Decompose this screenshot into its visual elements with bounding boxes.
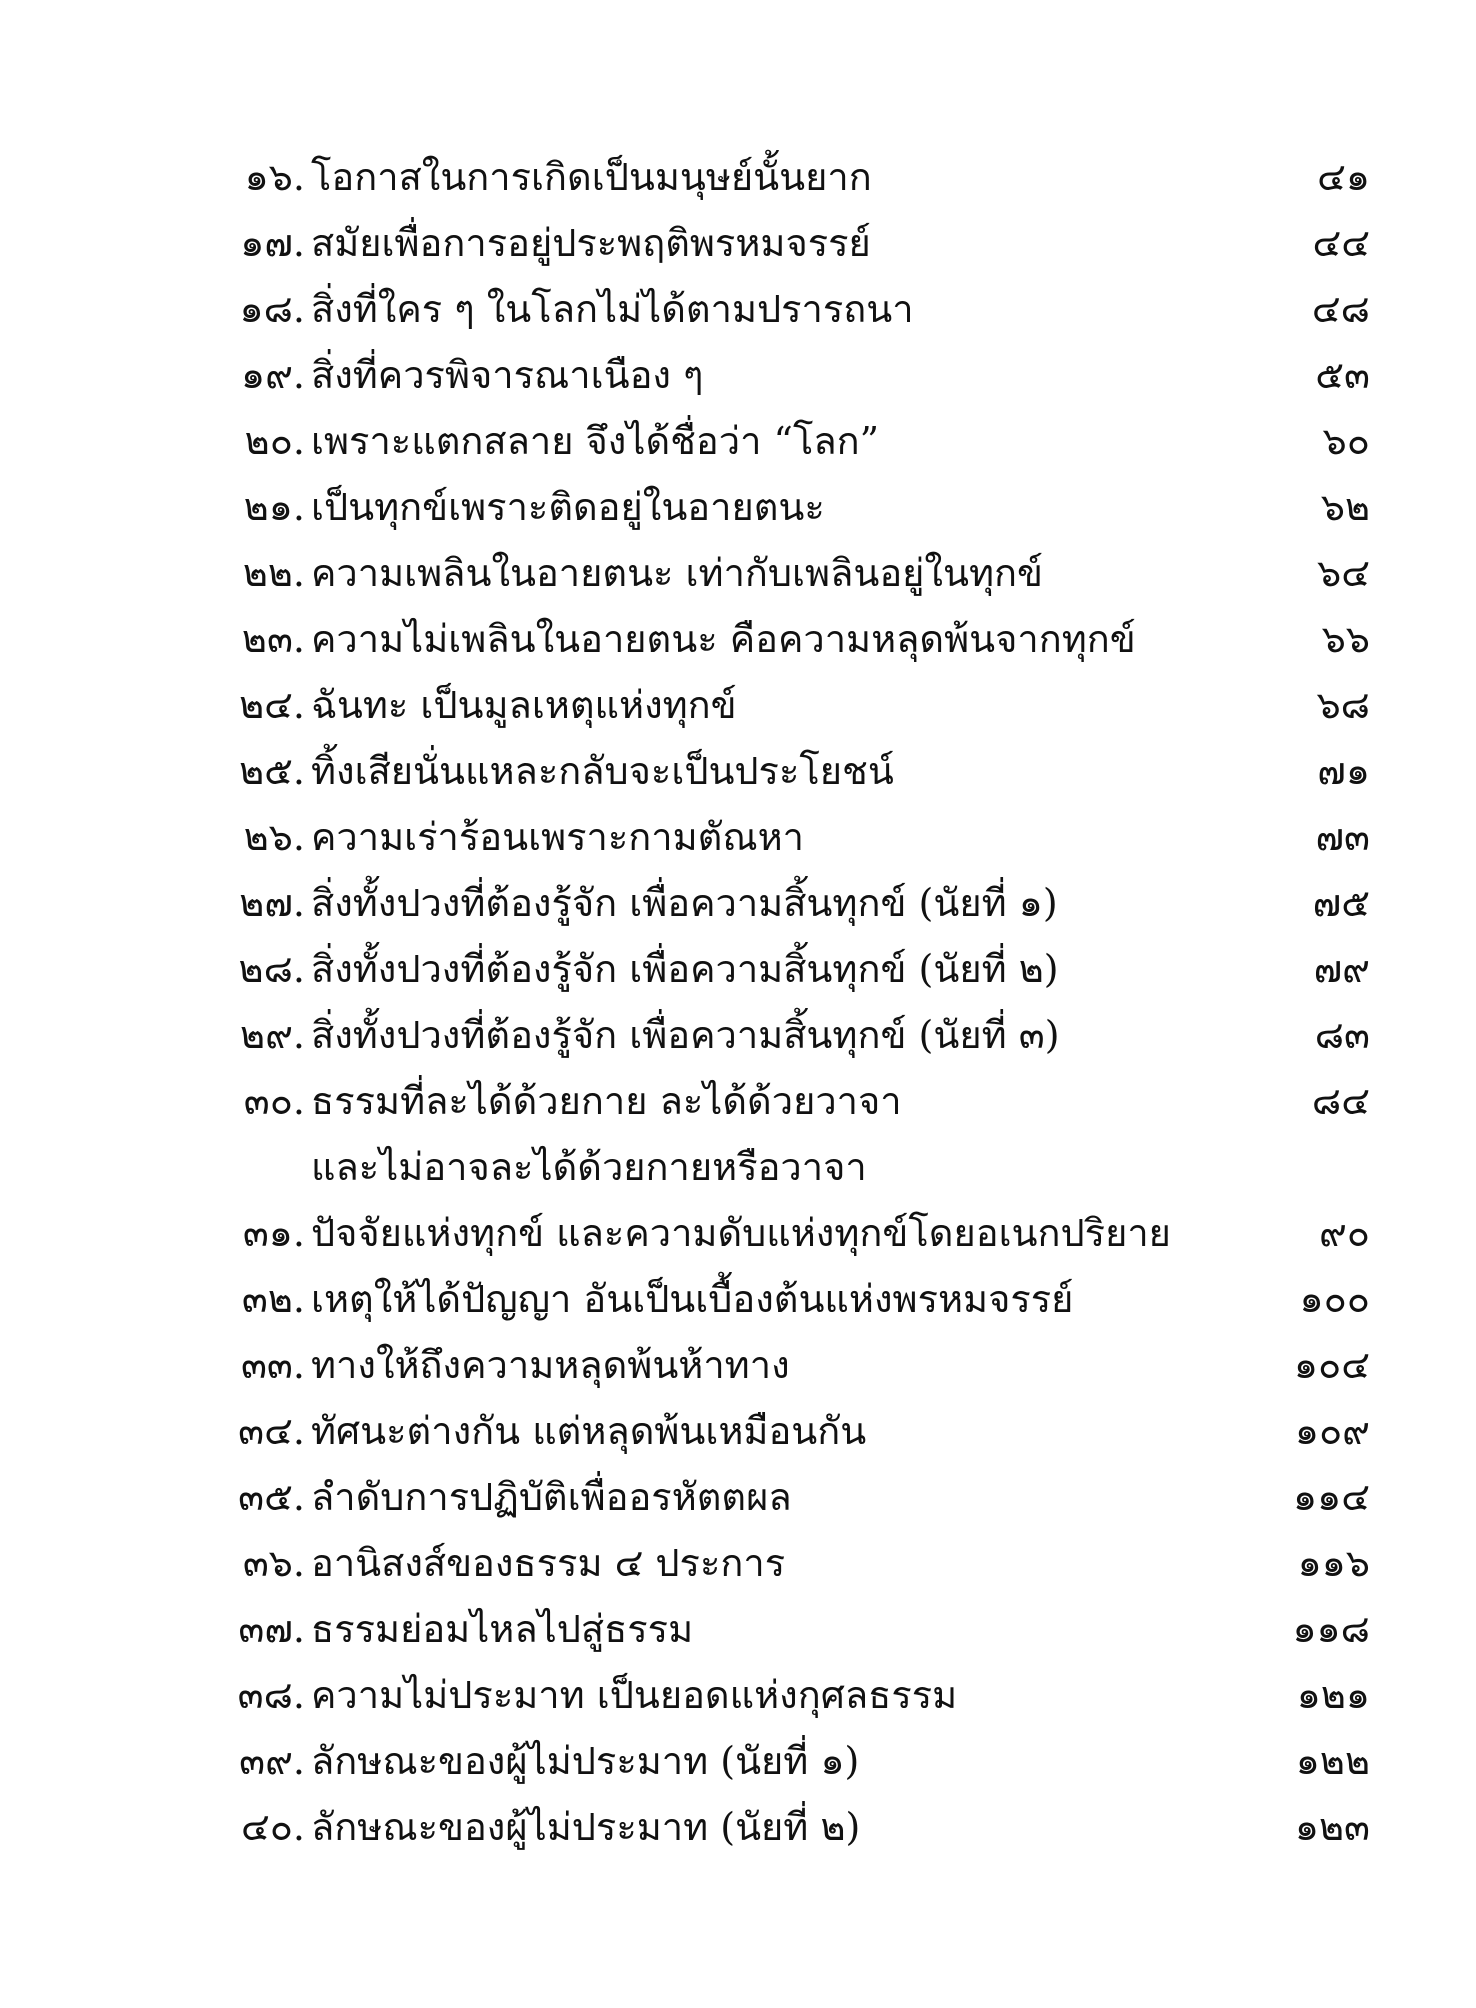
entry-page-number: ๗๓ (1315, 815, 1370, 859)
toc-entry (205, 936, 1370, 1002)
entry-page-number: ๘๓ (1314, 1013, 1370, 1057)
entry-number: ๑๗. (240, 221, 305, 265)
entry-number: ๑๙. (240, 353, 305, 397)
entry-number: ๓๕. (238, 1475, 305, 1519)
entry-title: โอกาสในการเกิดเป็นมนุษย์นั้นยาก (311, 155, 872, 199)
entry-number: ๓๑. (242, 1211, 305, 1255)
entry-number: ๑๘. (239, 287, 305, 331)
entry-page-number: ๗๑ (1317, 749, 1370, 793)
entry-number: ๓๔. (238, 1409, 305, 1453)
entry-number: ๓๘. (237, 1673, 305, 1717)
entry-page-number: ๑๐๙ (1294, 1409, 1370, 1453)
entry-number: ๔๐. (240, 1805, 305, 1849)
entry-title: สิ่งทั้งปวงที่ต้องรู้จัก เพื่อความสิ้นทุกข์ (นัยที่ ๑) (311, 881, 1058, 925)
entry-page-number: ๑๐๐ (1299, 1277, 1370, 1321)
entry-title: ทัศนะต่างกัน แต่หลุดพ้นเหมือนกัน (311, 1409, 867, 1453)
toc-entry (205, 1266, 1370, 1332)
toc-entry (205, 144, 1370, 210)
entry-number: ๓๗. (238, 1607, 305, 1651)
entry-page-number: ๔๘ (1311, 287, 1370, 331)
entry-page-number: ๙๐ (1318, 1211, 1370, 1255)
entry-title: เป็นทุกข์เพราะติดอยู่ในอายตนะ (311, 485, 825, 529)
entry-page-number: ๖๒ (1320, 485, 1370, 529)
toc-entry (205, 1398, 1370, 1464)
entry-page-number: ๖๘ (1316, 683, 1370, 727)
entry-title: สิ่งที่ควรพิจารณาเนือง ๆ (311, 353, 704, 397)
toc-entry (205, 738, 1370, 804)
entry-number: ๒๘. (238, 947, 305, 991)
toc-entry (205, 870, 1370, 936)
entry-title: ความไม่เพลินในอายตนะ คือความหลุดพ้นจากทุกข์ (311, 617, 1136, 661)
table-of-contents (205, 144, 1370, 1860)
entry-number: ๒๐. (244, 419, 305, 463)
entry-number: ๒๖. (243, 815, 305, 859)
entry-page-number: ๑๒๒ (1295, 1739, 1370, 1783)
entry-title: ความไม่ประมาท เป็นยอดแห่งกุศลธรรม (311, 1673, 958, 1717)
entry-number: ๓๖. (242, 1541, 305, 1585)
toc-entry (205, 1002, 1370, 1068)
entry-title: ธรรมย่อมไหลไปสู่ธรรม (311, 1607, 694, 1651)
toc-entry (205, 672, 1370, 738)
entry-number: ๓๓. (240, 1343, 305, 1387)
entry-page-number: ๑๑๖ (1297, 1541, 1370, 1585)
entry-page-number: ๑๑๘ (1292, 1607, 1370, 1651)
entry-title: ธรรมที่ละได้ด้วยกาย ละได้ด้วยวาจา (311, 1079, 902, 1123)
entry-title: เหตุให้ได้ปัญญา อันเป็นเบื้องต้นแห่งพรหมจรรย์ (311, 1277, 1074, 1321)
entry-number: ๒๓. (241, 617, 305, 661)
entry-number: ๓๒. (241, 1277, 305, 1321)
entry-title: สิ่งที่ใคร ๆ ในโลกไม่ได้ตามปรารถนา (311, 287, 914, 331)
toc-entry (205, 540, 1370, 606)
entry-page-number: ๑๒๓ (1294, 1805, 1370, 1849)
entry-page-number: ๑๑๔ (1292, 1475, 1370, 1519)
entry-number: ๒๑. (243, 485, 305, 529)
toc-entry (205, 1068, 1370, 1200)
toc-entry (205, 1332, 1370, 1398)
toc-entry (205, 804, 1370, 870)
entry-number: ๒๒. (242, 551, 305, 595)
entry-number: ๒๗. (239, 881, 305, 925)
entry-number: ๓๙. (239, 1739, 305, 1783)
entry-number: ๒๕. (239, 749, 305, 793)
toc-entry (205, 1662, 1370, 1728)
entry-page-number: ๗๙ (1313, 947, 1370, 991)
entry-title: ฉันทะ เป็นมูลเหตุแห่งทุกข์ (311, 683, 737, 727)
entry-title: ลักษณะของผู้ไม่ประมาท (นัยที่ ๒) (311, 1805, 861, 1849)
entry-title: ความเพลินในอายตนะ เท่ากับเพลินอยู่ในทุกข์ (311, 551, 1044, 595)
entry-page-number: ๔๔ (1312, 221, 1370, 265)
toc-entry (205, 1794, 1370, 1860)
toc-entry (205, 1464, 1370, 1530)
entry-page-number: ๖๔ (1317, 551, 1370, 595)
entry-page-number: ๘๔ (1311, 1079, 1370, 1123)
toc-entry (205, 1530, 1370, 1596)
entry-page-number: ๗๕ (1312, 881, 1370, 925)
entry-title: อานิสงส์ของธรรม ๔ ประการ (311, 1541, 786, 1585)
toc-entry (205, 276, 1370, 342)
toc-entry (205, 1200, 1370, 1266)
toc-entry (205, 606, 1370, 672)
entry-page-number: ๖๐ (1322, 419, 1370, 463)
entry-title: ทิ้งเสียนั่นแหละกลับจะเป็นประโยชน์ (311, 749, 894, 793)
entry-number: ๑๖. (244, 155, 305, 199)
entry-title-continuation: และไม่อาจละได้ด้วยกายหรือวาจา (311, 1145, 867, 1189)
toc-entry (205, 474, 1370, 540)
entry-page-number: ๑๒๑ (1296, 1673, 1370, 1717)
entry-number: ๓๐. (243, 1079, 305, 1123)
toc-entry (205, 1596, 1370, 1662)
entry-title: ความเร่าร้อนเพราะกามตัณหา (311, 815, 804, 859)
entry-title: สิ่งทั้งปวงที่ต้องรู้จัก เพื่อความสิ้นทุกข์ (นัยที่ ๓) (311, 1013, 1060, 1057)
entry-title: สมัยเพื่อการอยู่ประพฤติพรหมจรรย์ (311, 221, 871, 265)
toc-entry (205, 342, 1370, 408)
entry-title: สิ่งทั้งปวงที่ต้องรู้จัก เพื่อความสิ้นทุกข์ (นัยที่ ๒) (311, 947, 1059, 991)
entry-title: เพราะแตกสลาย จึงได้ชื่อว่า “โลก” (311, 419, 880, 463)
entry-title: ทางให้ถึงความหลุดพ้นห้าทาง (311, 1343, 790, 1387)
entry-page-number: ๕๓ (1315, 353, 1370, 397)
entry-title: ลำดับการปฏิบัติเพื่ออรหัตตผล (311, 1475, 792, 1519)
entry-number: ๒๔. (239, 683, 305, 727)
toc-entry (205, 408, 1370, 474)
entry-title: ปัจจัยแห่งทุกข์ และความดับแห่งทุกข์โดยอเนกปริยาย (311, 1211, 1171, 1255)
entry-page-number: ๔๑ (1317, 155, 1370, 199)
toc-entry (205, 210, 1370, 276)
entry-page-number: ๑๐๔ (1293, 1343, 1370, 1387)
entry-page-number: ๖๖ (1321, 617, 1370, 661)
toc-entry (205, 1728, 1370, 1794)
entry-title: ลักษณะของผู้ไม่ประมาท (นัยที่ ๑) (311, 1739, 860, 1783)
entry-number: ๒๙. (240, 1013, 305, 1057)
